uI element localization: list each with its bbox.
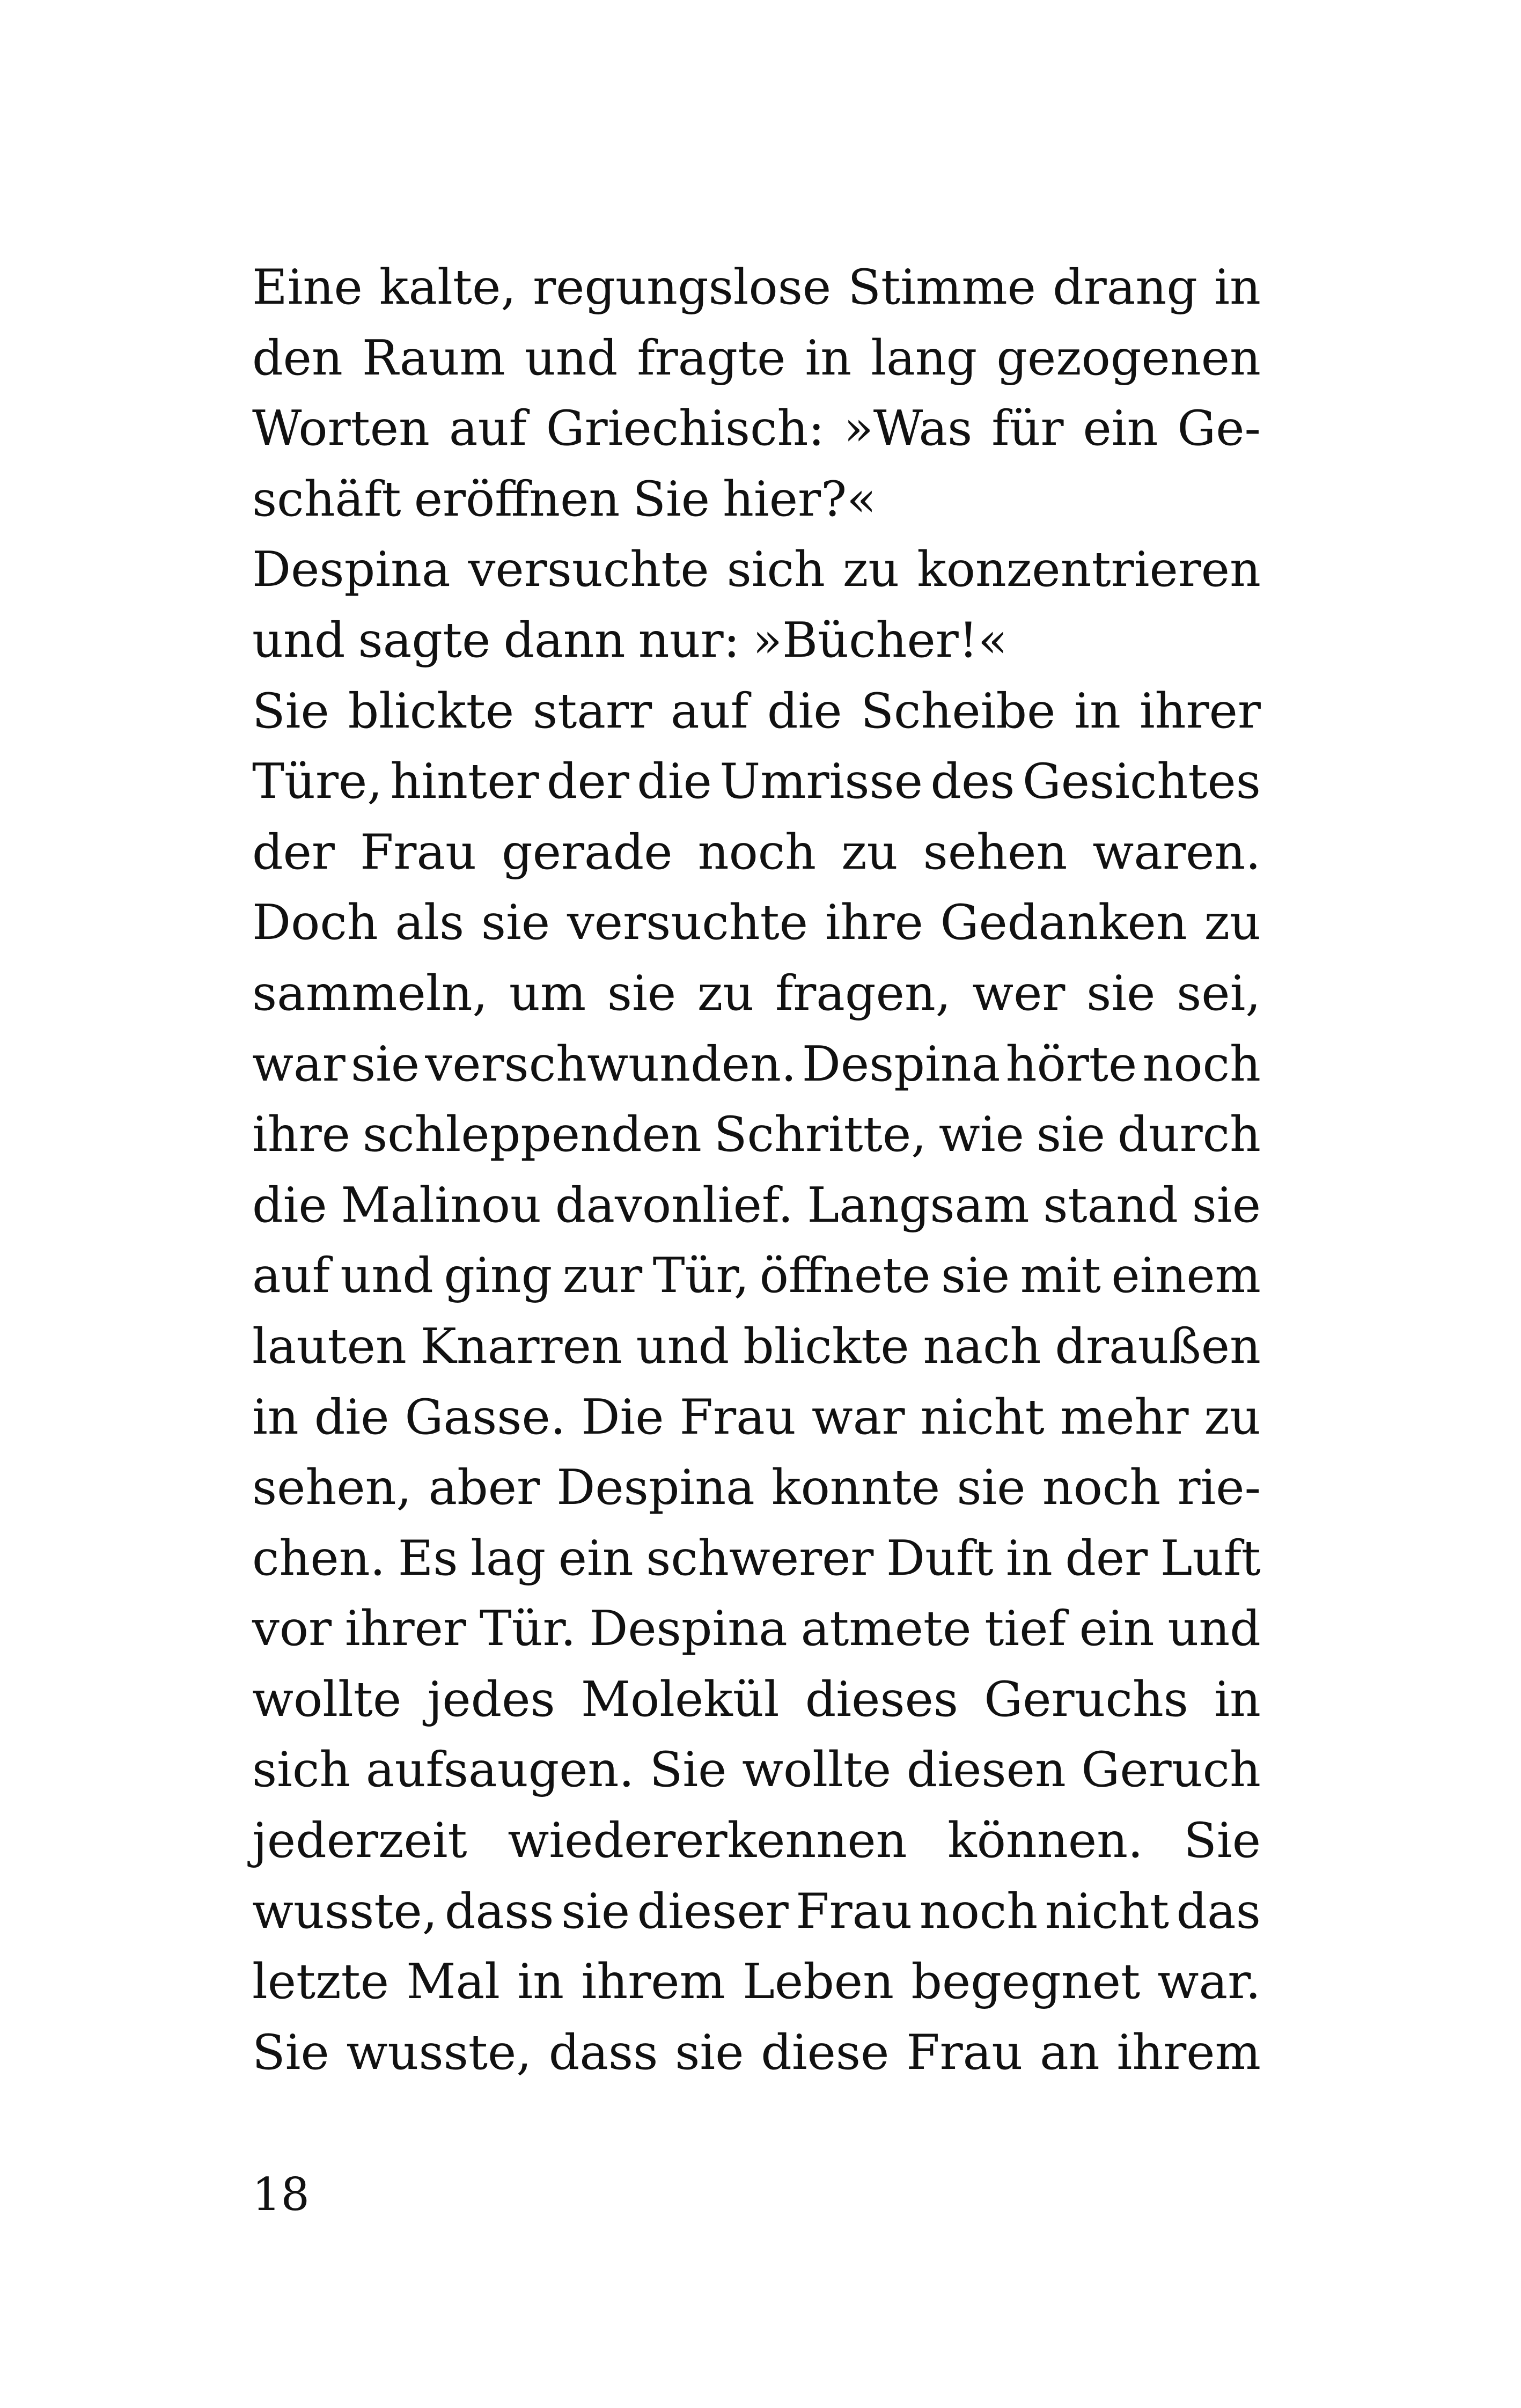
word: dass <box>548 2024 658 2081</box>
text-line <box>252 534 1261 605</box>
word: hinter <box>390 753 539 810</box>
word: die <box>767 682 842 739</box>
word: lauten <box>252 1318 407 1375</box>
word: schleppenden <box>362 1106 702 1163</box>
word: zu <box>842 541 900 598</box>
word: tief <box>984 1601 1066 1657</box>
word: Mal <box>406 1954 501 2010</box>
word: Frau <box>359 824 477 880</box>
word: Griechisch: <box>546 400 825 457</box>
word: chen. <box>252 1530 386 1587</box>
word: in <box>517 1954 564 2010</box>
word: durch <box>1118 1106 1261 1163</box>
word: noch <box>919 1883 1038 1940</box>
word: auf <box>671 682 748 739</box>
word: stand <box>1043 1177 1178 1234</box>
word: davonlief. <box>555 1177 793 1234</box>
word: Geruchs <box>984 1671 1188 1728</box>
word: vor <box>252 1601 332 1657</box>
word: Frau <box>796 1883 913 1940</box>
word: kalte, <box>379 259 516 315</box>
word: nicht <box>1045 1883 1169 1940</box>
word: starr <box>533 682 652 739</box>
word: dass <box>444 1883 554 1940</box>
word: ihre <box>252 1106 351 1163</box>
word: Langsam <box>807 1177 1030 1234</box>
word: öffnete <box>759 1247 931 1304</box>
word: zu <box>697 965 754 1022</box>
text-line <box>252 1099 1261 1170</box>
word: Scheibe <box>861 682 1056 739</box>
text-line <box>252 1311 1261 1382</box>
word: Gesichtes <box>1022 753 1261 810</box>
text-line <box>252 1170 1261 1241</box>
word: sie <box>957 1459 1026 1516</box>
page-number: 18 <box>252 2168 310 2221</box>
word: waren. <box>1092 824 1261 880</box>
word: Doch <box>252 894 378 951</box>
word: Leben <box>743 1954 894 2010</box>
word: sie <box>940 1247 1010 1304</box>
text-line <box>252 464 1261 535</box>
word: in <box>1074 682 1121 739</box>
word: in <box>1214 1671 1261 1728</box>
word: Despina <box>589 1601 788 1657</box>
word: Frau <box>679 1389 796 1445</box>
word: Türe, <box>252 753 383 810</box>
word: Malinou <box>341 1177 541 1234</box>
word: Sie <box>252 2024 329 2081</box>
word: rie- <box>1177 1459 1261 1516</box>
word: fragte <box>637 329 786 386</box>
text-line <box>252 1240 1261 1311</box>
word: begegnet <box>911 1954 1141 2010</box>
word: als <box>395 894 465 951</box>
word: sehen <box>923 824 1068 880</box>
word: sie <box>1192 1177 1261 1234</box>
word: Sie <box>649 1742 727 1798</box>
word: Es <box>398 1530 458 1587</box>
word: Despina <box>556 1459 755 1516</box>
word: noch <box>1042 1459 1161 1516</box>
word: in <box>1214 259 1261 315</box>
word: draußen <box>1055 1318 1261 1375</box>
text-line <box>252 746 1261 817</box>
word: sammeln, <box>252 965 488 1022</box>
word: auf <box>449 400 527 457</box>
word: sie <box>675 2024 744 2081</box>
word: und <box>636 1318 730 1375</box>
word: ein <box>558 1530 634 1587</box>
word: Tür. <box>479 1601 576 1657</box>
word: drang <box>1053 259 1198 315</box>
word: Gedanken <box>940 894 1187 951</box>
text-line <box>252 1805 1261 1876</box>
word: war <box>811 1389 905 1445</box>
word: um <box>509 965 586 1022</box>
word: Geruch <box>1081 1742 1261 1798</box>
word: atmete <box>800 1601 972 1657</box>
word: Eine <box>252 259 363 315</box>
word: den <box>252 329 343 386</box>
word: in <box>1006 1530 1053 1587</box>
word: regungslose <box>533 259 832 315</box>
word: einem <box>1111 1247 1261 1304</box>
word: sie <box>1036 1106 1106 1163</box>
word: auf <box>252 1247 330 1304</box>
word: sie <box>1086 965 1156 1022</box>
word: und <box>524 329 618 386</box>
word: zu <box>1204 1389 1261 1445</box>
word: Tür, <box>652 1247 750 1304</box>
word: können. <box>947 1812 1143 1869</box>
text-line <box>252 1523 1261 1594</box>
body-text <box>252 252 1261 2088</box>
word: ihre <box>825 894 923 951</box>
word: Molekül <box>581 1671 780 1728</box>
text-line <box>252 323 1261 394</box>
text-line <box>252 2017 1261 2088</box>
text-line <box>252 1664 1261 1735</box>
text-line <box>252 252 1261 323</box>
word: Raum <box>362 329 505 386</box>
word: wiedererkennen <box>508 1812 907 1869</box>
text-line <box>252 1876 1261 1947</box>
word: jederzeit <box>252 1812 467 1869</box>
word: »Was <box>843 400 973 457</box>
word: ein <box>1079 1601 1155 1657</box>
word: diese <box>761 2024 890 2081</box>
word: ihrem <box>1116 2024 1261 2081</box>
word: jedes <box>427 1671 555 1728</box>
word: Frau <box>906 2024 1023 2081</box>
word: hörte <box>1005 1036 1137 1092</box>
word: war <box>252 1036 346 1092</box>
word: ihrer <box>344 1601 466 1657</box>
word: blickte <box>348 682 515 739</box>
word: Sie <box>1184 1812 1261 1869</box>
word: das <box>1176 1883 1261 1940</box>
word: verschwunden. <box>425 1036 797 1092</box>
word: letzte <box>252 1954 390 2010</box>
word: Despina <box>252 541 451 598</box>
word: mit <box>1020 1247 1101 1304</box>
word: mehr <box>1060 1389 1189 1445</box>
word: in <box>805 329 852 386</box>
word: der <box>546 753 629 810</box>
word: Sie <box>252 682 329 739</box>
word: an <box>1040 2024 1100 2081</box>
word: versuchte <box>468 541 709 598</box>
word: ein <box>1083 400 1158 457</box>
word: des <box>930 753 1015 810</box>
word: gezogenen <box>996 329 1261 386</box>
word: Knarren <box>420 1318 622 1375</box>
text-line <box>252 605 1261 676</box>
word: sie <box>561 1883 630 1940</box>
word: Despina <box>802 1036 1001 1092</box>
word: zur <box>562 1247 643 1304</box>
word: und <box>252 612 346 669</box>
word: und <box>340 1247 433 1304</box>
text-line <box>252 1382 1261 1453</box>
word: zu <box>841 824 898 880</box>
word: gerade <box>502 824 673 880</box>
word: dann <box>503 612 626 669</box>
word: Stimme <box>848 259 1036 315</box>
word: sich <box>726 541 825 598</box>
word: konnte <box>771 1459 940 1516</box>
word: wollte <box>252 1671 402 1728</box>
word: diesen <box>906 1742 1066 1798</box>
word: Duft <box>886 1530 994 1587</box>
word: die <box>637 753 712 810</box>
word: nach <box>923 1318 1041 1375</box>
word: dieser <box>637 1883 789 1940</box>
word: noch <box>1142 1036 1261 1092</box>
text-line <box>252 1735 1261 1805</box>
word: schwerer <box>646 1530 874 1587</box>
word: die <box>314 1389 390 1445</box>
word: Worten <box>252 400 430 457</box>
word: versuchte <box>567 894 809 951</box>
word: wie <box>938 1106 1024 1163</box>
word: wusste, <box>346 2024 532 2081</box>
word: sie <box>607 965 677 1022</box>
word: sie <box>350 1036 420 1092</box>
word: sehen, <box>252 1459 412 1516</box>
word: in <box>252 1389 299 1445</box>
word: Luft <box>1160 1530 1261 1587</box>
word: Sie <box>633 471 710 527</box>
text-line <box>252 1947 1261 2017</box>
word: sagte <box>358 612 491 669</box>
word: dieses <box>805 1671 959 1728</box>
word: aufsaugen. <box>365 1742 635 1798</box>
word: hier?« <box>723 471 877 527</box>
word: war. <box>1157 1954 1261 2010</box>
word: Gasse. <box>405 1389 566 1445</box>
text-line <box>252 676 1261 747</box>
word: sei, <box>1177 965 1261 1022</box>
word: wusste, <box>252 1883 438 1940</box>
word: lag <box>471 1530 546 1587</box>
text-line <box>252 817 1261 888</box>
word: Schritte, <box>714 1106 927 1163</box>
word: Umrisse <box>719 753 923 810</box>
word: ging <box>444 1247 553 1304</box>
word: aber <box>428 1459 540 1516</box>
word: fragen, <box>775 965 951 1022</box>
word: »Bücher!« <box>752 612 1008 669</box>
word: ihrem <box>581 1954 725 2010</box>
word: zu <box>1204 894 1261 951</box>
word: und <box>1167 1601 1261 1657</box>
text-line <box>252 958 1261 1029</box>
text-line <box>252 393 1261 464</box>
word: ihrer <box>1139 682 1261 739</box>
word: nur: <box>638 612 740 669</box>
word: lang <box>871 329 978 386</box>
word: wer <box>972 965 1066 1022</box>
word: Ge- <box>1177 400 1261 457</box>
word: schäft <box>252 471 401 527</box>
text-line <box>252 1452 1261 1523</box>
word: wollte <box>741 1742 892 1798</box>
text-line <box>252 1029 1261 1100</box>
word: für <box>991 400 1064 457</box>
word: der <box>1065 1530 1148 1587</box>
word: eröffnen <box>414 471 620 527</box>
word: Die <box>581 1389 664 1445</box>
text-line <box>252 1594 1261 1664</box>
word: nicht <box>920 1389 1045 1445</box>
word: noch <box>697 824 817 880</box>
word: die <box>252 1177 327 1234</box>
word: der <box>252 824 335 880</box>
text-line <box>252 887 1261 958</box>
word: blickte <box>743 1318 909 1375</box>
word: konzentrieren <box>917 541 1261 598</box>
word: sie <box>481 894 550 951</box>
word: sich <box>252 1742 351 1798</box>
